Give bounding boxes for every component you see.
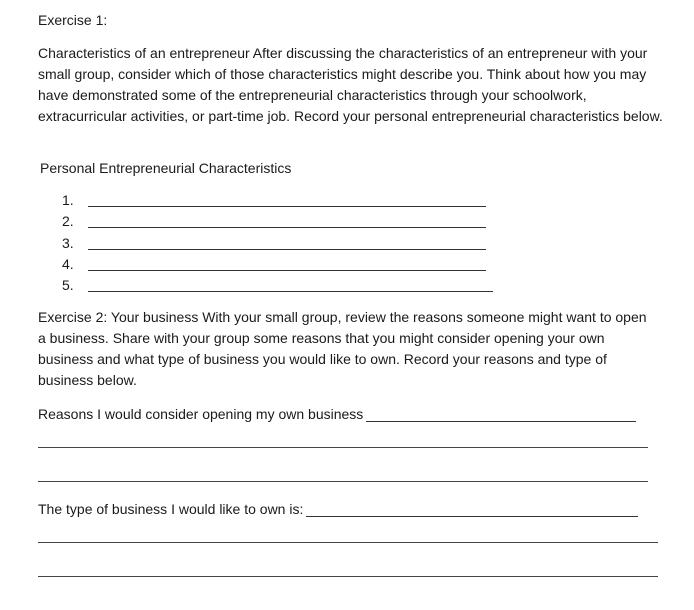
reasons-label: Reasons I would consider opening my own business bbox=[38, 406, 364, 422]
answer-line bbox=[88, 227, 486, 228]
business-type-label: The type of business I would like to own is: bbox=[38, 501, 304, 517]
business-type-row bbox=[38, 497, 638, 517]
answer-line bbox=[88, 270, 486, 271]
exercise-1-heading: Exercise 1: bbox=[38, 12, 108, 28]
list-number: 4. bbox=[62, 256, 74, 272]
answer-line bbox=[88, 206, 486, 207]
reasons-row bbox=[38, 402, 636, 422]
list-number: 1. bbox=[62, 192, 74, 208]
business-type-answer-line bbox=[306, 502, 638, 517]
exercise-1-paragraph: Characteristics of an entrepreneur After discussing the characteristics of an entrepreneur with your small group, consider which of those characteristics might describe you. Think about how you may have demonstrated some of the entrepreneurial characteristics through your schoolwork, extracurricular activities, or part-time job. Record your personal entrepreneurial characteristics below. bbox=[38, 45, 663, 124]
business-type-answer-line bbox=[38, 542, 658, 543]
personal-characteristics-subheading: Personal Entrepreneurial Characteristics bbox=[40, 160, 292, 176]
list-number: 3. bbox=[62, 235, 74, 251]
list-number: 5. bbox=[62, 277, 74, 293]
business-type-answer-line bbox=[38, 576, 658, 577]
reasons-answer-line bbox=[38, 447, 648, 448]
answer-line bbox=[88, 291, 493, 292]
list-number: 2. bbox=[62, 213, 74, 229]
exercise-2-paragraph: Exercise 2: Your business With your small group, review the reasons someone might want to open a business. Share with your group some reasons that you might consider opening your own business and what type of business you would like to own. Record your reasons and type of business below. bbox=[38, 309, 647, 388]
answer-line bbox=[88, 249, 486, 250]
reasons-answer-line bbox=[366, 407, 636, 422]
reasons-answer-line bbox=[38, 481, 648, 482]
